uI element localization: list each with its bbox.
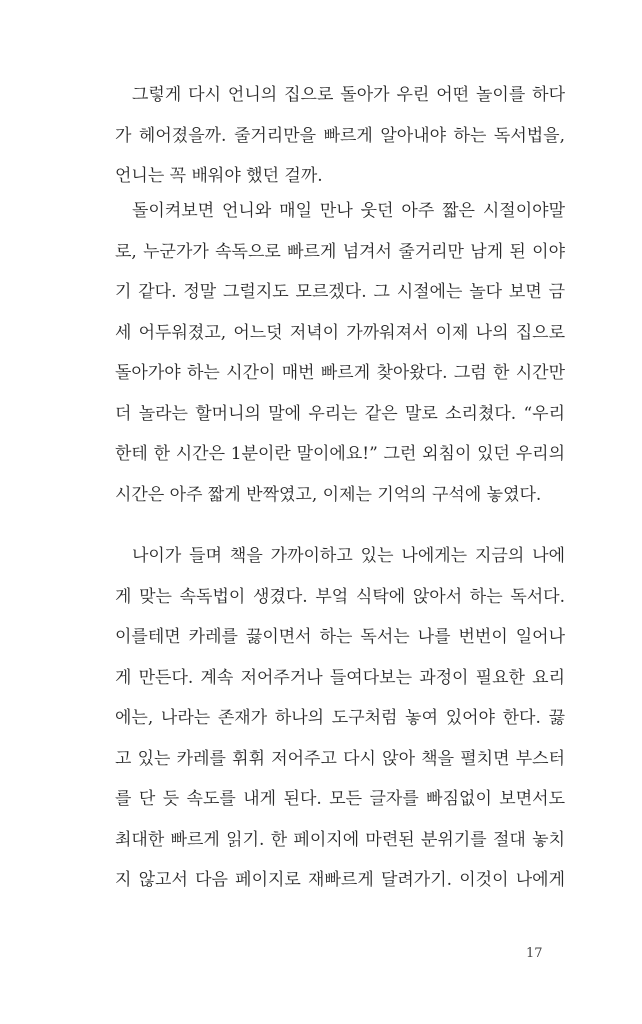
- text-line: 고 있는 카레를 휘휘 저어주고 다시 앉아 책을 펼치면 부스터: [115, 748, 565, 769]
- paragraph-2: [115, 191, 565, 515]
- text-line: 더 놀라는 할머니의 말에 우리는 같은 말로 소리쳤다. “우리: [115, 403, 565, 424]
- text-line: 돌아가야 하는 시간이 매번 빠르게 찾아왔다. 그럼 한 시간만: [115, 363, 565, 383]
- text-line: 시간은 아주 짧게 반짝였고, 이제는 기억의 구석에 놓였다.: [115, 484, 542, 505]
- text-line: 그렇게 다시 언니의 집으로 돌아가 우린 어떤 놀이를 하다: [132, 85, 565, 105]
- text-line: 언니는 꼭 배워야 했던 걸까.: [115, 166, 323, 186]
- text-line: 한테 한 시간은 1분이란 말이에요!” 그런 외침이 있던 우리의: [115, 444, 565, 464]
- text-line: 최대한 빠르게 읽기. 한 페이지에 마련된 분위기를 절대 놓치: [115, 829, 565, 850]
- text-line: 게 맞는 속독법이 생겼다. 부엌 식탁에 앉아서 하는 독서다.: [115, 586, 565, 607]
- text-line: 나이가 들며 책을 가까이하고 있는 나에게는 지금의 나에: [132, 546, 565, 566]
- text-line: 에는, 나라는 존재가 하나의 도구처럼 놓여 있어야 한다. 끓: [115, 708, 565, 728]
- text-line: 를 단 듯 속도를 내게 된다. 모든 글자를 빠짐없이 보면서도: [115, 789, 565, 809]
- page-number: 17: [526, 946, 543, 961]
- text-line: 세 어두워졌고, 어느덧 저녁이 가까워져서 이제 나의 집으로: [115, 322, 565, 343]
- text-line: 가 헤어졌을까. 줄거리만을 빠르게 알아내야 하는 독서법을,: [115, 125, 565, 146]
- text-line: 게 만든다. 계속 저어주거나 들여다보는 과정이 필요한 요리: [115, 667, 565, 688]
- paragraph-3: [115, 536, 565, 901]
- text-line: 돌이켜보면 언니와 매일 만나 웃던 아주 짧은 시절이야말: [132, 201, 565, 221]
- text-line: 지 않고서 다음 페이지로 재빠르게 달려가기. 이것이 나에게: [115, 870, 565, 890]
- text-line: 로, 누군가가 속독으로 빠르게 넘겨서 줄거리만 남게 된 이야: [115, 241, 565, 262]
- paragraph-1: [115, 75, 565, 197]
- text-line: 이를테면 카레를 끓이면서 하는 독서는 나를 번번이 일어나: [115, 627, 565, 647]
- text-line: 기 같다. 정말 그럴지도 모르겠다. 그 시절에는 놀다 보면 금: [115, 282, 565, 302]
